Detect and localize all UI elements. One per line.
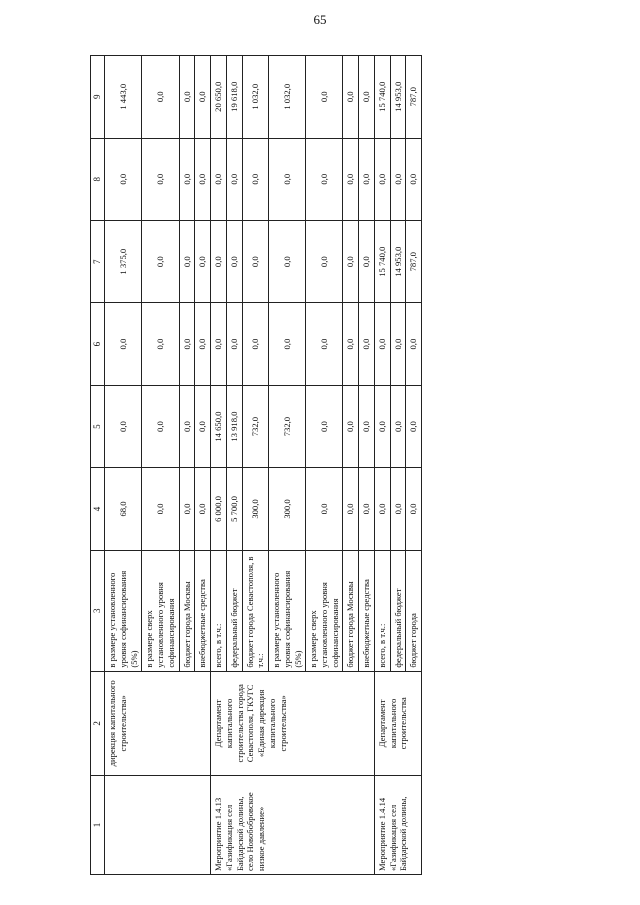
header-cell: 4: [91, 468, 105, 550]
value-cell: 13 918,0: [226, 385, 242, 467]
value-cell: 787,0: [406, 56, 422, 139]
value-cell: 300,0: [242, 468, 268, 550]
value-cell: 0,0: [105, 138, 142, 220]
funding-source-cell: в размере установленного уровня софинансирования (5%): [105, 550, 142, 671]
value-cell: 0,0: [374, 138, 390, 220]
header-row: [91, 56, 105, 875]
value-cell: 0,0: [226, 138, 242, 220]
responsible-cell: дирекция капитального строительства»: [105, 671, 211, 775]
value-cell: 0,0: [142, 385, 179, 467]
value-cell: 15 740,0: [374, 56, 390, 139]
value-cell: 0,0: [142, 303, 179, 385]
funding-source-cell: федеральный бюджет: [390, 550, 406, 671]
value-cell: 1 032,0: [269, 56, 306, 139]
value-cell: 0,0: [269, 220, 306, 302]
value-cell: 732,0: [242, 385, 268, 467]
value-cell: 0,0: [374, 303, 390, 385]
rotated-table-wrapper: [90, 55, 600, 875]
funding-source-cell: бюджет города Москвы: [343, 550, 359, 671]
value-cell: 15 740,0: [374, 220, 390, 302]
header-cell: 8: [91, 138, 105, 220]
value-cell: 0,0: [105, 385, 142, 467]
value-cell: 14 953,0: [390, 220, 406, 302]
funding-source-cell: бюджет города: [406, 550, 422, 671]
value-cell: 0,0: [142, 220, 179, 302]
value-cell: 0,0: [142, 56, 179, 139]
funding-source-cell: внебюджетные средства: [359, 550, 375, 671]
value-cell: 0,0: [142, 468, 179, 550]
value-cell: 0,0: [406, 303, 422, 385]
funding-source-cell: федеральный бюджет: [226, 550, 242, 671]
header-cell: 3: [91, 550, 105, 671]
value-cell: 0,0: [390, 303, 406, 385]
value-cell: 0,0: [242, 138, 268, 220]
value-cell: 0,0: [211, 138, 227, 220]
value-cell: 0,0: [306, 220, 343, 302]
value-cell: 0,0: [269, 138, 306, 220]
value-cell: 20 650,0: [211, 56, 227, 139]
value-cell: 0,0: [359, 138, 375, 220]
value-cell: 0,0: [359, 303, 375, 385]
value-cell: 0,0: [195, 220, 211, 302]
measure-name-cell: Мероприятие 1.4.13 «Газификация сел Байдарской долины, село Новобобровское низкое давление»: [211, 776, 375, 875]
funding-source-cell: бюджет города Москвы: [179, 550, 195, 671]
header-cell: 1: [91, 776, 105, 875]
value-cell: 732,0: [269, 385, 306, 467]
value-cell: 787,0: [406, 220, 422, 302]
table-row: [374, 56, 390, 875]
responsible-cell: Департамент капитального строительства: [374, 671, 421, 775]
header-cell: 6: [91, 303, 105, 385]
funding-source-cell: всего, в т.ч.:: [211, 550, 227, 671]
funding-source-cell: в размере сверх установленного уровня софинансирования: [306, 550, 343, 671]
responsible-cell: Департамент капитального строительства города Севастополя, ГКУГС «Единая дирекция капитального строительства»: [211, 671, 375, 775]
value-cell: 0,0: [211, 303, 227, 385]
header-cell: 5: [91, 385, 105, 467]
value-cell: 0,0: [359, 468, 375, 550]
header-cell: 9: [91, 56, 105, 139]
value-cell: 0,0: [359, 56, 375, 139]
value-cell: 6 000,0: [211, 468, 227, 550]
value-cell: 0,0: [195, 385, 211, 467]
value-cell: 0,0: [195, 56, 211, 139]
value-cell: 0,0: [211, 220, 227, 302]
value-cell: 0,0: [179, 303, 195, 385]
value-cell: 0,0: [374, 468, 390, 550]
value-cell: 0,0: [343, 56, 359, 139]
value-cell: 0,0: [306, 138, 343, 220]
value-cell: 14 650,0: [211, 385, 227, 467]
value-cell: 0,0: [343, 303, 359, 385]
measure-name-cell: [105, 776, 211, 875]
value-cell: 1 375,0: [105, 220, 142, 302]
budget-table: [90, 55, 422, 875]
value-cell: 0,0: [105, 303, 142, 385]
value-cell: 0,0: [306, 303, 343, 385]
value-cell: 0,0: [374, 385, 390, 467]
value-cell: 0,0: [306, 385, 343, 467]
value-cell: 0,0: [179, 468, 195, 550]
value-cell: 0,0: [195, 138, 211, 220]
value-cell: 0,0: [226, 220, 242, 302]
value-cell: 0,0: [179, 138, 195, 220]
value-cell: 1 032,0: [242, 56, 268, 139]
value-cell: 0,0: [179, 220, 195, 302]
value-cell: 0,0: [306, 56, 343, 139]
value-cell: 300,0: [269, 468, 306, 550]
measure-name-cell: Мероприятие 1.4.14 «Газификация сел Байдарской долины,: [374, 776, 421, 875]
value-cell: 0,0: [226, 303, 242, 385]
value-cell: 19 618,0: [226, 56, 242, 139]
value-cell: 0,0: [343, 220, 359, 302]
value-cell: 68,0: [105, 468, 142, 550]
value-cell: 0,0: [242, 220, 268, 302]
funding-source-cell: всего, в т.ч.:: [374, 550, 390, 671]
funding-source-cell: в размере сверх установленного уровня софинансирования: [142, 550, 179, 671]
table-row: [105, 56, 142, 875]
value-cell: 0,0: [195, 468, 211, 550]
value-cell: 0,0: [406, 138, 422, 220]
value-cell: 0,0: [306, 468, 343, 550]
value-cell: 14 953,0: [390, 56, 406, 139]
table-row: [211, 56, 227, 875]
value-cell: 0,0: [242, 303, 268, 385]
value-cell: 0,0: [343, 138, 359, 220]
header-cell: 2: [91, 671, 105, 775]
page-number: 65: [313, 12, 327, 27]
value-cell: 1 443,0: [105, 56, 142, 139]
value-cell: 0,0: [142, 138, 179, 220]
value-cell: 0,0: [359, 220, 375, 302]
value-cell: 0,0: [343, 468, 359, 550]
value-cell: 0,0: [269, 303, 306, 385]
funding-source-cell: в размере установленного уровня софинансирования (5%): [269, 550, 306, 671]
value-cell: 0,0: [179, 385, 195, 467]
value-cell: 0,0: [359, 385, 375, 467]
value-cell: 0,0: [179, 56, 195, 139]
value-cell: 0,0: [390, 385, 406, 467]
value-cell: 0,0: [390, 468, 406, 550]
value-cell: 0,0: [406, 385, 422, 467]
value-cell: 5 700,0: [226, 468, 242, 550]
value-cell: 0,0: [390, 138, 406, 220]
value-cell: 0,0: [406, 468, 422, 550]
funding-source-cell: бюджет города Севастополя, в т.ч.:: [242, 550, 268, 671]
value-cell: 0,0: [343, 385, 359, 467]
funding-source-cell: внебюджетные средства: [195, 550, 211, 671]
header-cell: 7: [91, 220, 105, 302]
value-cell: 0,0: [195, 303, 211, 385]
